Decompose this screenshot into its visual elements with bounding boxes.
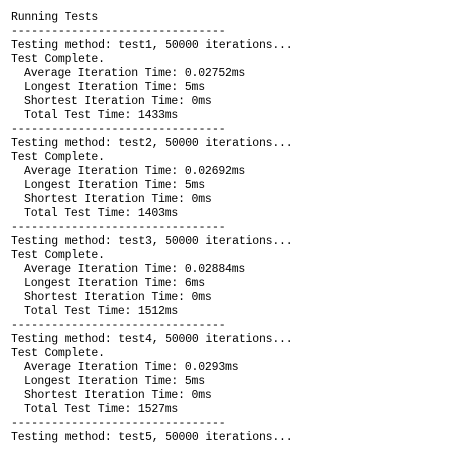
test-complete-line: Test Complete. [11, 249, 105, 262]
separator-line: -------------------------------- [11, 221, 226, 234]
total-time-line: Total Test Time: 1527ms [24, 403, 179, 416]
shortest-time-line: Shortest Iteration Time: 0ms [24, 95, 212, 108]
longest-time-line: Longest Iteration Time: 5ms [24, 375, 205, 388]
test-start-line: Testing method: test2, 50000 iterations... [11, 137, 293, 150]
header-line: Running Tests [11, 11, 99, 24]
test-complete-line: Test Complete. [11, 151, 105, 164]
shortest-time-line: Shortest Iteration Time: 0ms [24, 291, 212, 304]
average-time-line: Average Iteration Time: 0.0293ms [24, 361, 239, 374]
longest-time-line: Longest Iteration Time: 6ms [24, 277, 205, 290]
separator-line: -------------------------------- [11, 123, 226, 136]
test-start-line: Testing method: test5, 50000 iterations... [11, 431, 293, 444]
total-time-line: Total Test Time: 1512ms [24, 305, 179, 318]
test-complete-line: Test Complete. [11, 347, 105, 360]
average-time-line: Average Iteration Time: 0.02884ms [24, 263, 246, 276]
shortest-time-line: Shortest Iteration Time: 0ms [24, 193, 212, 206]
separator-line: -------------------------------- [11, 417, 226, 430]
average-time-line: Average Iteration Time: 0.02752ms [24, 67, 246, 80]
separator-line: -------------------------------- [11, 25, 226, 38]
average-time-line: Average Iteration Time: 0.02692ms [24, 165, 246, 178]
test-complete-line: Test Complete. [11, 53, 105, 66]
total-time-line: Total Test Time: 1433ms [24, 109, 179, 122]
longest-time-line: Longest Iteration Time: 5ms [24, 179, 205, 192]
test-start-line: Testing method: test1, 50000 iterations... [11, 39, 293, 52]
test-start-line: Testing method: test4, 50000 iterations... [11, 333, 293, 346]
test-start-line: Testing method: test3, 50000 iterations... [11, 235, 293, 248]
total-time-line: Total Test Time: 1403ms [24, 207, 179, 220]
longest-time-line: Longest Iteration Time: 5ms [24, 81, 205, 94]
separator-line: -------------------------------- [11, 319, 226, 332]
shortest-time-line: Shortest Iteration Time: 0ms [24, 389, 212, 402]
